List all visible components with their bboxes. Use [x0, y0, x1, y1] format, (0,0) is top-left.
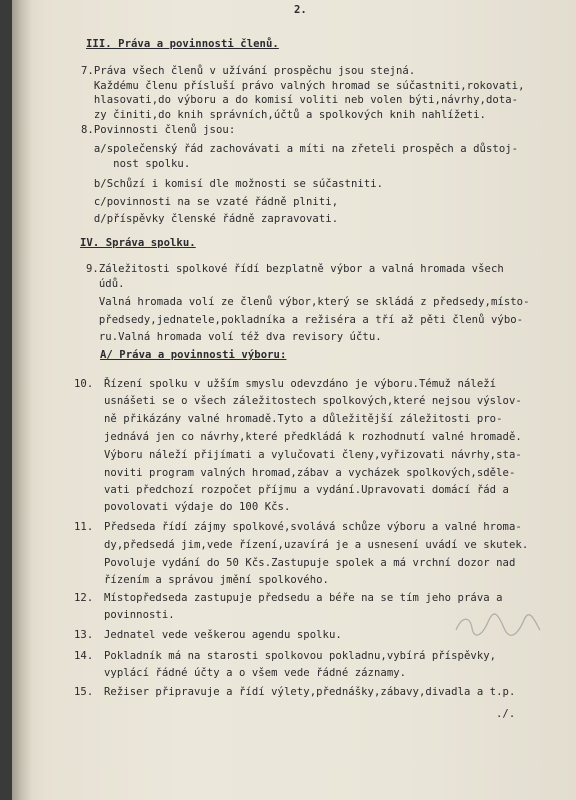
end-mark: ./. — [496, 708, 516, 720]
signature-bleed-through — [452, 610, 542, 640]
item-10-line-4: jednává jen co návrhy,které předkládá k rozhodnutí valné hromadě. — [104, 431, 522, 443]
item-10-line-3: ně přikázány valné hromadě.Tyto a důležitější záležitosti pro- — [104, 413, 503, 425]
item-8-line-3: nost spolku. — [81, 158, 191, 170]
item-15-line-1: Režiser připravuje a řídí výlety,přednášky,zábavy,divadla a t.p. — [104, 686, 516, 698]
item-11-line-4: řízením a správou jmění spolkového. — [104, 574, 329, 586]
item-13-number: 13. — [74, 629, 94, 641]
section-3-heading: III. Práva a povinnosti členů. — [86, 38, 279, 50]
typed-page — [12, 0, 576, 800]
item-10-line-8: povolovati výdaje do 100 Kčs. — [104, 501, 291, 513]
item-7-line-3: hlasovati,do výboru a do komisí voliti neb volen býti,návrhy,dota- — [81, 94, 519, 106]
item-9-line-4: předsedy,jednatele,pokladníka a režiséra a tří až pěti členů výbo- — [86, 314, 524, 326]
item-13-line-1: Jednatel vede veškerou agendu spolku. — [104, 629, 342, 641]
item-11-line-1: Předseda řídí zájmy spolkové,svolává schůze výboru a valné hroma- — [104, 521, 522, 533]
item-11-line-2: dy,předsedá jim,vede řízení,uzavírá je a usnesení uvádí ve skutek. — [104, 539, 529, 551]
item-8-line-5: c/povinnosti na se vzaté řádně plniti, — [81, 196, 339, 208]
item-8-line-1: 8.Povinnosti členů jsou: — [81, 124, 236, 136]
item-7-line-1: 7.Práva všech členů v užívání prospěchu jsou stejná. — [81, 65, 416, 77]
item-10-line-5: Výboru náleží přijímati a vylučovati členy,vyřizovati návrhy,sta- — [104, 449, 522, 461]
item-14-number: 14. — [74, 650, 94, 662]
item-12-line-1: Místopředseda zastupuje předsedu a béře na se tím jeho práva a — [104, 592, 503, 604]
item-9-line-3: Valná hromada volí ze členů výbor,který se skládá z předsedy,místo- — [86, 296, 530, 308]
item-7-line-4: zy činiti,do knih správních,účtů a spolkových knih nahlížeti. — [81, 109, 486, 121]
item-8-line-4: b/Schůzí i komisí dle možnosti se súčastniti. — [81, 178, 384, 190]
item-12-line-2: povinnosti. — [104, 609, 175, 621]
item-12-number: 12. — [74, 592, 94, 604]
item-9-line-1: 9.Záležitosti spolkové řídí bezplatně výbor a valná hromada všech — [86, 263, 504, 275]
item-11-line-3: Povoluje vydání do 50 Kčs.Zastupuje spolek a má vrchní dozor nad — [104, 557, 516, 569]
item-8-line-6: d/příspěvky členské řádně zapravovati. — [81, 213, 339, 225]
item-11-number: 11. — [74, 521, 94, 533]
section-4-heading: IV. Správa spolku. — [80, 237, 196, 249]
item-9-line-5: ru.Valná hromada volí též dva revisory účtu. — [86, 331, 382, 343]
item-10-number: 10. — [74, 378, 94, 390]
item-7-line-2: Každému členu přísluší právo valných hromad se súčastniti,rokovati, — [81, 80, 525, 92]
item-10-line-1: Řízení spolku v užším smyslu odevzdáno je výboru.Témuž náleží — [104, 378, 497, 390]
item-10-line-7: vati předchozí rozpočet příjmu a vydání.Upravovati domácí řád a — [104, 484, 509, 496]
item-15-number: 15. — [74, 686, 94, 698]
subsection-a-heading: A/ Práva a povinnosti výboru: — [100, 349, 287, 361]
item-10-line-6: noviti program valných hromad,zábav a vycházek spolkových,sděle- — [104, 467, 516, 479]
page-number: 2. — [294, 4, 307, 16]
document-sheet — [12, 0, 576, 800]
item-8-line-2: a/společenský řád zachovávati a míti na zřeteli prospěch a důstoj- — [81, 143, 519, 155]
item-9-line-2: údů. — [86, 278, 125, 290]
item-14-line-2: vyplácí řádné účty a o všem vede řádné záznamy. — [104, 667, 407, 679]
item-14-line-1: Pokladník má na starosti spolkovou pokladnu,vybírá příspěvky, — [104, 650, 497, 662]
item-10-line-2: usnášeti se o všech záležitostech spolkových,které nejsou výslov- — [104, 395, 522, 407]
